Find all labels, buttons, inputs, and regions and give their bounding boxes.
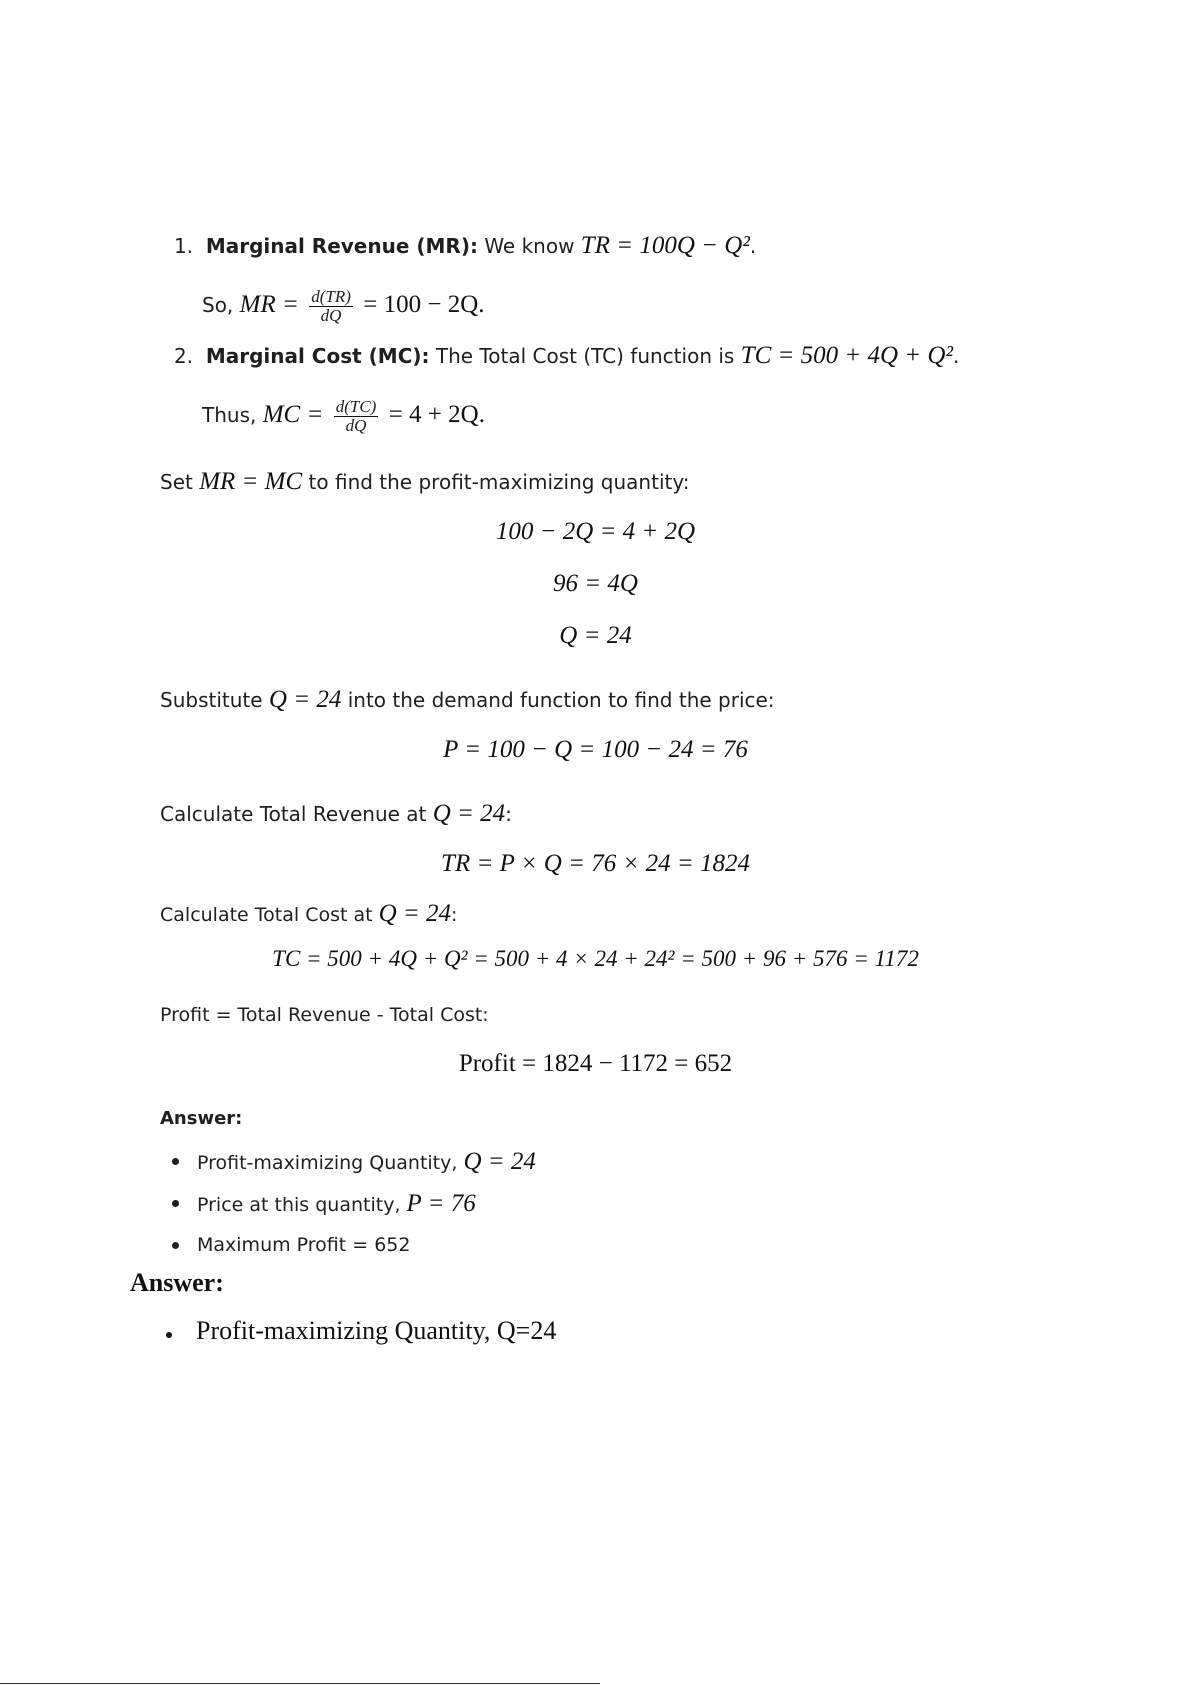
bullet-icon <box>172 1158 179 1165</box>
cost-formula: Q = 24 <box>378 900 452 927</box>
set-prefix: Set <box>160 470 193 494</box>
set-mr-mc-line <box>160 468 689 496</box>
step-text: The Total Cost (TC) function is <box>435 344 735 368</box>
answer-item-formula: Q = 24 <box>463 1148 536 1175</box>
step-formula: TR = 100Q − Q² <box>580 232 750 259</box>
revenue-line <box>160 800 512 828</box>
cost-prefix: Calculate Total Cost at <box>160 904 373 926</box>
step-2-derivation <box>202 398 485 435</box>
revenue-prefix: Calculate Total Revenue at <box>160 802 427 826</box>
substitute-prefix: Substitute <box>160 688 263 712</box>
derivation-rhs: = 4 + 2Q. <box>388 401 485 428</box>
derivation-lhs: MR = <box>239 291 299 318</box>
step-label: Marginal Revenue (MR): <box>205 234 478 258</box>
cost-equation: TC = 500 + 4Q + Q² = 500 + 4 × 24 + 24² = 500 + 96 + 576 = 1172 <box>272 946 919 971</box>
answer-item-profit: Maximum Profit = 652 <box>197 1234 411 1256</box>
bullet-icon <box>172 1200 179 1207</box>
fraction-denominator: dQ <box>320 306 342 325</box>
footnote-divider <box>0 1683 600 1684</box>
answer-item-text: Price at this quantity, <box>197 1194 401 1216</box>
derivation-prefix: So, <box>202 293 234 317</box>
profit-line: Profit = Total Revenue - Total Cost: <box>160 1004 489 1026</box>
solve-equation-3: Q = 24 <box>559 622 632 649</box>
derivative-fraction <box>334 398 379 435</box>
derivation-prefix: Thus, <box>202 403 257 427</box>
solve-equation-2: 96 = 4Q <box>553 570 638 597</box>
derivative-fraction <box>309 288 353 325</box>
step-2-line: 2. Marginal Cost (MC): The Total Cost (TC) function is TC = 500 + 4Q + Q². <box>174 342 960 369</box>
cost-line <box>160 900 457 928</box>
cost-suffix: : <box>451 904 458 926</box>
substitute-suffix: into the demand function to find the price: <box>347 688 775 712</box>
profit-equation: Profit = 1824 − 1172 = 652 <box>458 1050 733 1077</box>
step-number: 1. <box>174 234 194 258</box>
bullet-icon <box>166 1332 172 1338</box>
answer-item-formula: P = 76 <box>406 1190 476 1217</box>
revenue-equation: TR = P × Q = 76 × 24 = 1824 <box>441 850 750 877</box>
step-formula: TC = 500 + 4Q + Q² <box>740 342 953 369</box>
step-number: 2. <box>174 344 194 368</box>
answer-heading: Answer: <box>160 1108 243 1129</box>
substitute-line <box>160 686 775 714</box>
fraction-denominator: dQ <box>345 416 367 435</box>
step-text: We know <box>484 234 575 258</box>
derivation-rhs: = 100 − 2Q. <box>363 291 485 318</box>
fraction-numerator: d(TR) <box>311 287 351 306</box>
revenue-suffix: : <box>505 802 512 826</box>
typed-answer-item: Profit-maximizing Quantity, Q=24 <box>196 1316 557 1345</box>
bullet-icon <box>172 1242 179 1249</box>
solve-equation-1: 100 − 2Q = 4 + 2Q <box>495 518 696 545</box>
set-suffix: to find the profit-maximizing quantity: <box>308 470 690 494</box>
step-1-line: 1. Marginal Revenue (MR): We know TR = 100Q − Q². <box>174 232 757 259</box>
answer-item-text: Profit-maximizing Quantity, <box>197 1152 458 1174</box>
substitute-formula: Q = 24 <box>268 686 342 713</box>
answer-item-quantity <box>197 1148 536 1176</box>
derivation-lhs: MC = <box>262 401 324 428</box>
answer-item-price <box>197 1190 476 1218</box>
fraction-numerator: d(TC) <box>335 397 377 416</box>
typed-answer-heading: Answer: <box>130 1268 224 1297</box>
step-label: Marginal Cost (MC): <box>205 344 430 368</box>
set-formula: MR = MC <box>199 468 303 495</box>
revenue-formula: Q = 24 <box>432 800 506 827</box>
price-equation: P = 100 − Q = 100 − 24 = 76 <box>443 736 748 763</box>
step-1-derivation <box>202 288 485 325</box>
